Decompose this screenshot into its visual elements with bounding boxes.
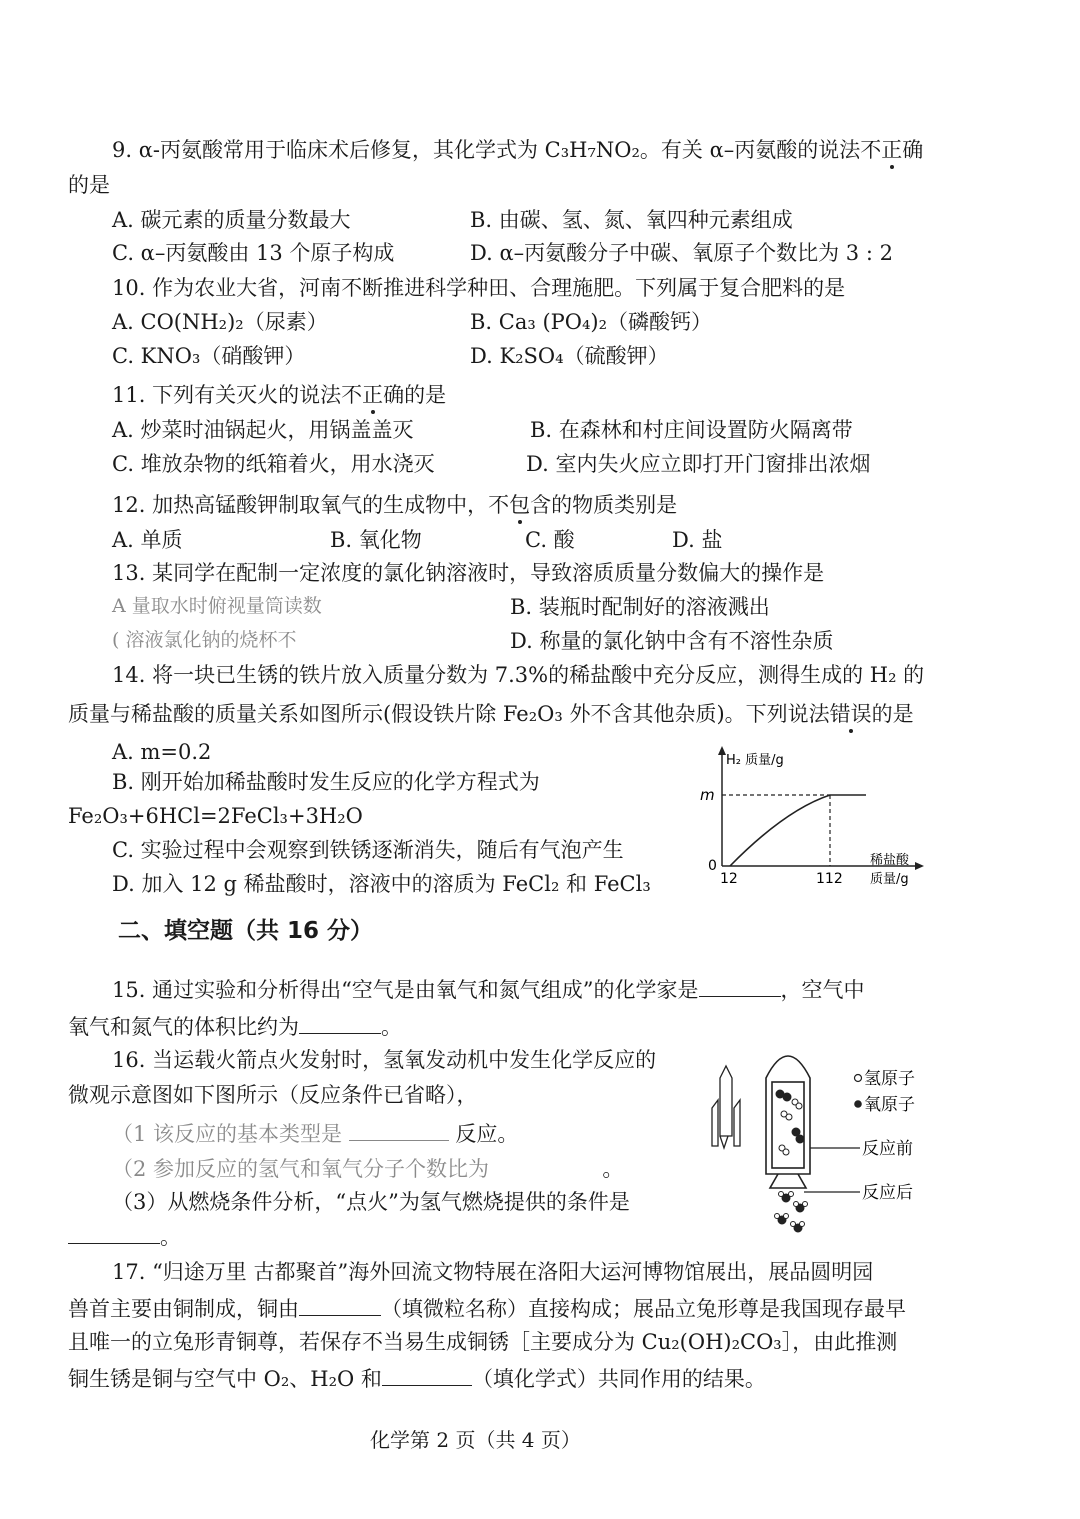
graph-y-arrow xyxy=(718,746,726,755)
q12-option-b: B. 氧化物 xyxy=(330,528,422,552)
q17-blank-2[interactable] xyxy=(382,1367,472,1386)
q13-stem: 13. 某同学在配制一定浓度的氯化钠溶液时，导致溶质质量分数偏大的操作是 xyxy=(112,561,825,585)
q17-line2 xyxy=(68,1297,906,1320)
q16-sub1-end: 反应。 xyxy=(455,1122,519,1146)
q16-sub2 xyxy=(112,1157,623,1180)
rocket-body xyxy=(766,1056,810,1188)
q16-blank-3[interactable] xyxy=(68,1225,160,1244)
q17-text-2: 兽首主要由铜制成，铜由 xyxy=(68,1297,299,1321)
q12-option-c: C. 酸 xyxy=(525,528,575,552)
q17-text-4-end: （填化学式）共同作用的结果。 xyxy=(471,1367,766,1391)
q9-stem-text: 9. α-丙氨酸常用于临床术后修复，其化学式为 C₃H₇NO₂。有关 α–丙氨酸的说法 xyxy=(112,138,861,162)
q14-option-b-equation: Fe₂O₃+6HCl=2FeCl₃+3H₂O xyxy=(68,804,363,828)
q15-text-2: 氧气和氮气的体积比约为 xyxy=(68,1015,299,1039)
q14-stem-text: 质量与稀盐酸的质量关系如图所示(假设铁片除 Fe₂O₃ 外不含其他杂质)。下列说法 xyxy=(68,702,830,726)
q10-option-c: C. KNO₃（硝酸钾） xyxy=(112,344,306,368)
q17-blank-1[interactable] xyxy=(299,1297,381,1316)
q14-option-d: D. 加入 12 g 稀盐酸时，溶液中的溶质为 FeCl₂ 和 FeCl₃ xyxy=(112,872,651,896)
q16-sub1 xyxy=(112,1122,518,1145)
q13-option-b: B. 装瓶时配制好的溶液溅出 xyxy=(510,595,770,619)
q17-line4 xyxy=(68,1367,766,1390)
q15-text-end: ，空气中 xyxy=(780,978,865,1002)
q14-option-c: C. 实验过程中会观察到铁锈逐渐消失，随后有气泡产生 xyxy=(112,838,624,862)
q14-emphasis: 错误 xyxy=(829,702,872,726)
q12-option-a: A. 单质 xyxy=(112,528,183,552)
graph-x1-label: 12 xyxy=(720,871,738,887)
graph-x-label-1: 稀盐酸 xyxy=(870,853,910,868)
q11-option-a: A. 炒菜时油锅起火，用锅盖盖灭 xyxy=(112,418,414,442)
q12-option-d: D. 盐 xyxy=(672,528,723,552)
q16-stem-line1: 16. 当运载火箭点火发射时，氢氧发动机中发生化学反应的 xyxy=(112,1048,657,1072)
graph-origin-label: 0 xyxy=(708,858,717,874)
page-footer: 化学第 2 页（共 4 页） xyxy=(370,1428,581,1452)
molecules-after xyxy=(775,1192,808,1233)
section-2-title: 二、填空题（共 16 分） xyxy=(118,918,374,944)
graph-x2-label: 112 xyxy=(816,871,843,887)
q16-blank-1[interactable] xyxy=(349,1122,449,1141)
label-before: 反应前 xyxy=(862,1139,913,1159)
q9-option-b: B. 由碳、氢、氮、氧四种元素组成 xyxy=(470,208,793,232)
q9-option-d: D. α–丙氨酸分子中碳、氧原子个数比为 3 : 2 xyxy=(470,241,893,265)
q15-blank-2[interactable] xyxy=(299,1015,381,1034)
graph-x-arrow xyxy=(915,862,924,870)
q14-stem-line1: 14. 将一块已生锈的铁片放入质量分数为 7.3%的稀盐酸中充分反应，测得生成的 H₂ 的 xyxy=(112,663,925,687)
q14-option-b: B. 刚开始加稀盐酸时发生反应的化学方程式为 xyxy=(112,770,540,794)
q12-emphasis: 不包含 xyxy=(488,493,552,517)
q14-stem-line2 xyxy=(68,704,914,725)
q12-stem xyxy=(112,495,677,516)
small-rocket-icon xyxy=(712,1066,740,1148)
graph-m-label: m xyxy=(700,786,715,804)
q11-stem-end: 的是 xyxy=(404,383,447,407)
q9-emphasis: 不正确 xyxy=(860,138,924,162)
q15-blank-1[interactable] xyxy=(699,978,781,997)
q16-blank-2[interactable] xyxy=(496,1157,596,1176)
label-after: 反应后 xyxy=(862,1183,913,1203)
q16-sub3-line2 xyxy=(68,1225,181,1248)
oxygen-legend-icon xyxy=(854,1100,862,1108)
q10-option-a: A. CO(NH₂)₂（尿素） xyxy=(112,310,328,334)
q16-sub1-text: （1 该反应的基本类型是 xyxy=(112,1122,343,1146)
q14-option-a: A. m=0.2 xyxy=(112,740,212,764)
q16-diagram xyxy=(700,1036,940,1236)
q16-sub3-end: 。 xyxy=(160,1225,181,1249)
graph-x-label-2: 质量/g xyxy=(870,872,909,887)
q9-option-c: C. α–丙氨酸由 13 个原子构成 xyxy=(112,241,395,265)
q11-option-d: D. 室内失火应立即打开门窗排出浓烟 xyxy=(526,452,871,476)
q16-sub2-end: 。 xyxy=(602,1157,624,1181)
legend-oxygen: 氧原子 xyxy=(864,1095,915,1115)
q13-option-d: D. 称量的氯化钠中含有不溶性杂质 xyxy=(510,629,834,653)
q11-stem-text: 11. 下列有关灭火的说法 xyxy=(112,383,342,407)
q9-stem-line1 xyxy=(112,140,923,161)
q17-line3: 且唯一的立兔形青铜尊，若保存不当易生成铜锈［主要成分为 Cu₂(OH)₂CO₃］，由此推测 xyxy=(68,1330,898,1354)
q12-stem-text: 12. 加热高锰酸钾制取氧气的生成物中， xyxy=(112,493,489,517)
q11-emphasis: 不正确 xyxy=(341,383,405,407)
q10-option-b: B. Ca₃ (PO₄)₂（磷酸钙） xyxy=(470,310,713,334)
q13-option-a: A 量取水时俯视量筒读数 xyxy=(112,595,322,617)
legend-hydrogen: 氢原子 xyxy=(864,1069,915,1089)
q16-stem-line2: 微观示意图如下图所示（反应条件已省略）， xyxy=(68,1083,478,1107)
q10-stem: 10. 作为农业大省，河南不断推进科学种田、合理施肥。下列属于复合肥料的是 xyxy=(112,276,846,300)
q17-text-2-end: （填微粒名称）直接构成；展品立兔形尊是我国现存最早 xyxy=(381,1297,906,1321)
q15-line1 xyxy=(112,978,865,1001)
q13-option-c: ( 溶液氯化钠的烧杯不 xyxy=(112,629,297,651)
q17-line1: 17. “归途万里 古都聚首”海外回流文物特展在洛阳大运河博物馆展出，展品圆明园 xyxy=(112,1260,874,1284)
graph-y-label: H₂ 质量/g xyxy=(726,753,784,768)
hydrogen-legend-icon xyxy=(855,1075,862,1082)
q15-text: 15. 通过实验和分析得出“空气是由氧气和氮气组成”的化学家是 xyxy=(112,978,699,1002)
q9-stem-line2: 的是 xyxy=(68,173,110,197)
molecules-before xyxy=(776,1090,804,1155)
q14-stem-end: 的是 xyxy=(871,702,914,726)
q16-sub2-text: （2 参加反应的氢气和氧气分子个数比为 xyxy=(112,1157,490,1181)
q15-line2 xyxy=(68,1015,402,1038)
q11-option-c: C. 堆放杂物的纸箱着火，用水浇灭 xyxy=(112,452,435,476)
graph-curve xyxy=(730,795,830,866)
q9-option-a: A. 碳元素的质量分数最大 xyxy=(112,208,351,232)
q11-option-b: B. 在森林和村庄间设置防火隔离带 xyxy=(530,418,853,442)
q11-stem xyxy=(112,385,446,406)
q17-text-4: 铜生锈是铜与空气中 O₂、H₂O 和 xyxy=(68,1367,382,1391)
q10-option-d: D. K₂SO₄（硫酸钾） xyxy=(470,344,669,368)
q14-graph xyxy=(690,740,930,890)
q12-stem-end: 的物质类别是 xyxy=(551,493,678,517)
q16-sub3: （3）从燃烧条件分析，“点火”为氢气燃烧提供的条件是 xyxy=(112,1190,630,1214)
q15-text-2-end: 。 xyxy=(381,1015,402,1039)
